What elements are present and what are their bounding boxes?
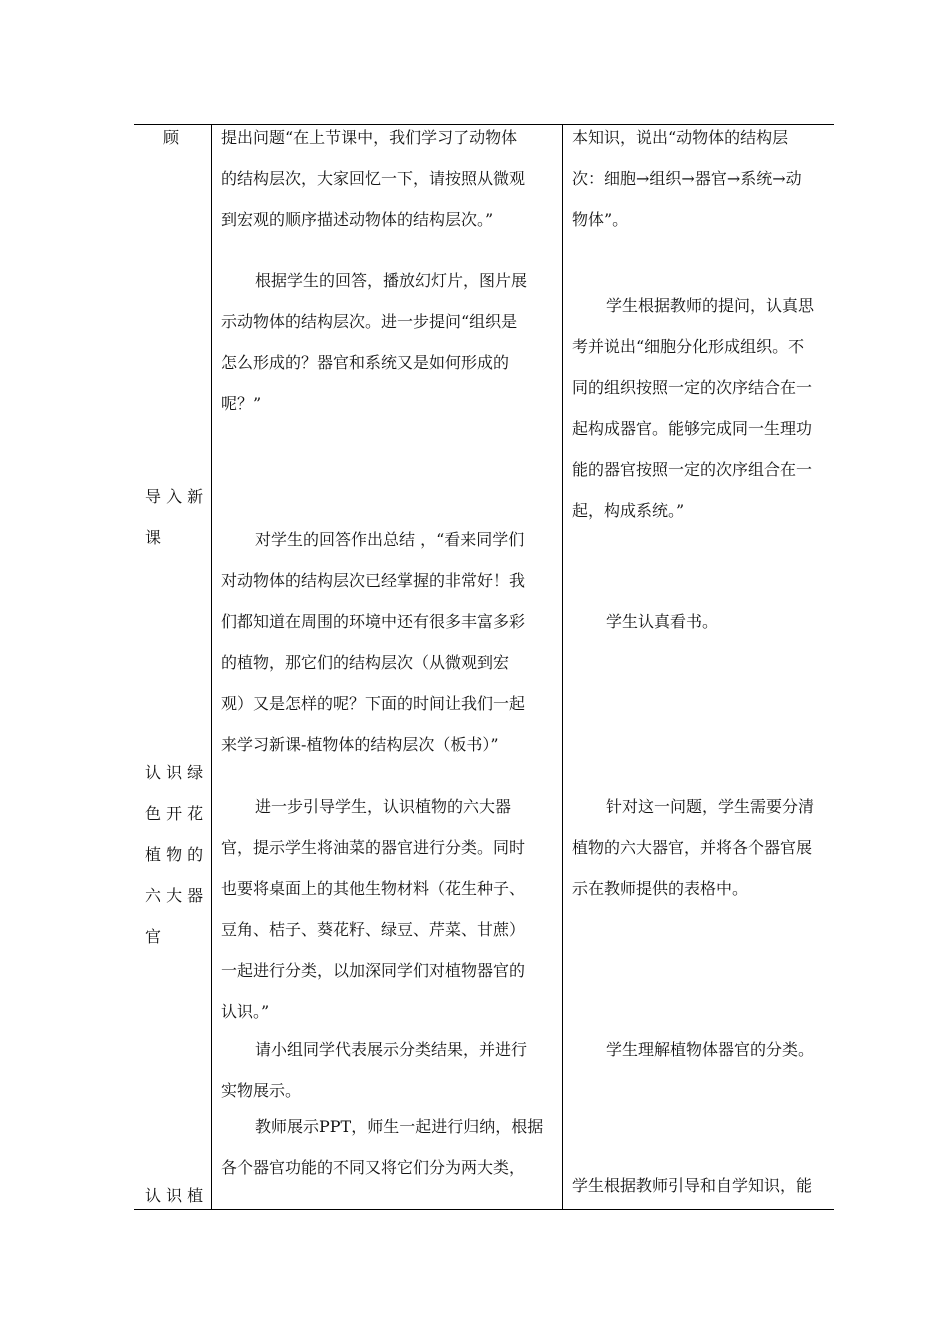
table-top-border xyxy=(134,124,834,125)
student-line: 学生认真看书。 xyxy=(606,612,719,631)
student-line: 起，构成系统。” xyxy=(572,501,685,520)
student-line: 物体”。 xyxy=(572,210,629,229)
teacher-line: 根据学生的回答，播放幻灯片，图片展 xyxy=(255,271,528,290)
stage-line: 色 开 花 xyxy=(145,804,204,823)
student-line: 针对这一问题，学生需要分清 xyxy=(606,797,815,816)
teacher-line: 提出问题“在上节课中，我们学习了动物体 xyxy=(221,128,518,147)
teacher-line: 教师展示PPT，师生一起进行归纳，根据 xyxy=(255,1117,544,1136)
teacher-line: 怎么形成的？器官和系统又是如何形成的 xyxy=(221,353,510,372)
column-divider-1 xyxy=(211,124,212,1210)
student-line: 学生理解植物体器官的分类。 xyxy=(606,1040,815,1059)
teacher-line: 示动物体的结构层次。进一步提问“组织是 xyxy=(221,312,518,331)
teacher-line: 到宏观的顺序描述动物体的结构层次。” xyxy=(221,210,494,229)
table-bottom-border xyxy=(134,1209,834,1210)
student-line: 植物的六大器官，并将各个器官展 xyxy=(572,838,813,857)
stage-line: 顾 xyxy=(163,128,180,147)
teacher-line: 的植物，那它们的结构层次（从微观到宏 xyxy=(221,653,510,672)
stage-line: 课 xyxy=(145,528,162,547)
teacher-line: 请小组同学代表展示分类结果，并进行 xyxy=(255,1040,528,1059)
student-line: 学生根据教师的提问，认真思 xyxy=(606,296,815,315)
teacher-line: 一起进行分类，以加深同学们对植物器官的 xyxy=(221,961,526,980)
teacher-line: 观）又是怎样的呢？下面的时间让我们一起 xyxy=(221,694,526,713)
stage-line: 导 入 新 xyxy=(145,487,204,506)
teacher-line: 们都知道在周围的环境中还有很多丰富多彩 xyxy=(221,612,526,631)
stage-line: 认 识 绿 xyxy=(145,763,204,782)
teacher-line: 也要将桌面上的其他生物材料（花生种子、 xyxy=(221,879,526,898)
student-line: 本知识，说出“动物体的结构层 xyxy=(572,128,789,147)
stage-line: 认 识 植 xyxy=(145,1186,204,1205)
teacher-line: 呢？” xyxy=(221,394,262,413)
student-line: 能的器官按照一定的次序组合在一 xyxy=(572,460,813,479)
student-line: 考并说出“细胞分化形成组织。不 xyxy=(572,337,805,356)
teacher-line: 各个器官功能的不同又将它们分为两大类， xyxy=(221,1158,526,1177)
teacher-line: 进一步引导学生，认识植物的六大器 xyxy=(255,797,512,816)
teacher-line: 认识。” xyxy=(221,1002,270,1021)
teacher-line: 来学习新课-植物体的结构层次（板书）” xyxy=(221,735,499,754)
student-line: 起构成器官。能够完成同一生理功 xyxy=(572,419,813,438)
teacher-line: 对学生的回答作出总结 ，“看来同学们 xyxy=(255,530,525,549)
stage-line: 官 xyxy=(145,927,162,946)
student-line: 示在教师提供的表格中。 xyxy=(572,879,749,898)
student-line: 学生根据教师引导和自学知识，能 xyxy=(572,1176,813,1195)
student-line: 同的组织按照一定的次序结合在一 xyxy=(572,378,813,397)
teacher-line: 对动物体的结构层次已经掌握的非常好！我 xyxy=(221,571,526,590)
stage-line: 六 大 器 xyxy=(145,886,204,905)
student-line: 次：细胞→组织→器官→系统→动 xyxy=(572,169,802,188)
stage-line: 植 物 的 xyxy=(145,845,204,864)
teacher-line: 的结构层次，大家回忆一下，请按照从微观 xyxy=(221,169,526,188)
teacher-line: 官，提示学生将油菜的器官进行分类。同时 xyxy=(221,838,526,857)
teacher-line: 实物展示。 xyxy=(221,1081,302,1100)
teacher-line: 豆角、桔子、葵花籽、绿豆、芹菜、甘蔗） xyxy=(221,920,526,939)
column-divider-2 xyxy=(562,124,563,1210)
